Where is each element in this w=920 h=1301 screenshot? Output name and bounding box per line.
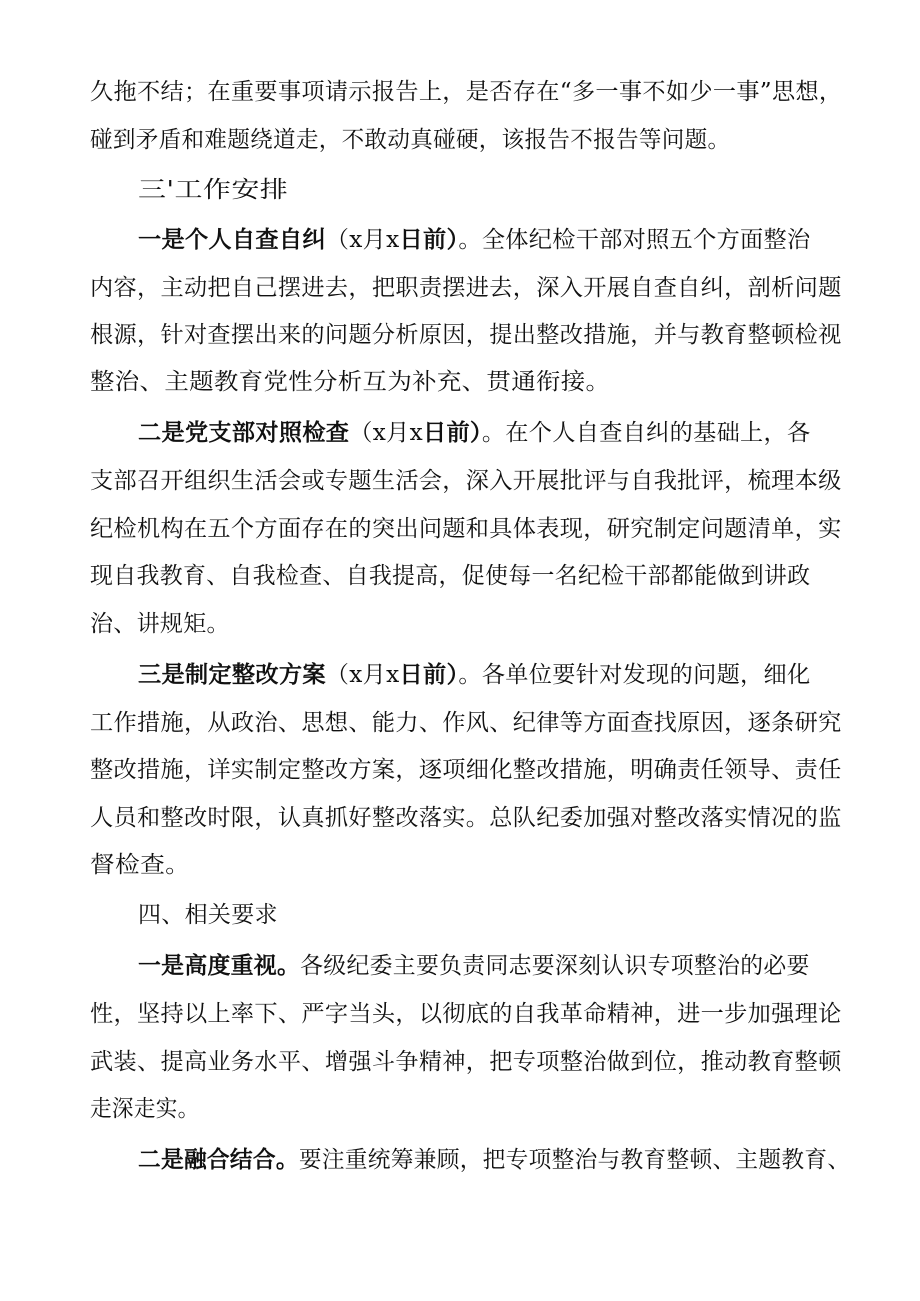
paragraph-line	[90, 120, 730, 160]
body-text: 久拖不结；在重要事项请示报告上，是否存在“多一事不如少一事”思想，	[90, 79, 843, 105]
body-text: 要注重统筹兼顾，把专项整治与教育整顿、主题教育、	[298, 1147, 851, 1173]
body-text: 。在个人自查自纠的基础上，各	[481, 420, 811, 446]
section-heading	[138, 895, 278, 935]
body-text: 督检查。	[90, 852, 191, 878]
body-text: 三'工作安排	[138, 177, 289, 203]
paragraph-line	[90, 362, 610, 402]
paragraph-line	[138, 655, 810, 695]
body-text: 工作措施，从政治、思想、能力、作风、纪律等方面查找原因，逐条研究	[90, 710, 842, 736]
body-text: 现自我教育、自我检查、自我提高，促使每一名纪检干部都能做到讲政	[90, 563, 811, 589]
body-text: （x月x	[325, 662, 400, 688]
paragraph-line	[90, 315, 842, 355]
paragraph-line	[90, 703, 842, 743]
body-text: 。各单位要针对发现的问题，细化	[458, 662, 811, 688]
body-text: 支部召开组织生活会或专题生活会，深入开展批评与自我批评，梳理本级	[90, 468, 842, 494]
paragraph-line	[90, 268, 842, 308]
body-text: 武装、提高业务水平、增强斗争精神，把专项整治做到位，推动教育整顿	[90, 1049, 842, 1075]
body-text: 碰到矛盾和难题绕道走，不敢动真碰硬，该报告不报告等问题。	[90, 127, 731, 153]
bold-lead-text: 日前）	[422, 419, 482, 446]
bold-lead-text: 二是党支部对照检查	[138, 419, 350, 446]
bold-lead-text: 一是高度重视。	[138, 952, 301, 979]
paragraph-line	[90, 1042, 842, 1082]
body-text: 人员和整改时限，认真抓好整改落实。总队纪委加强对整改落实情况的监	[90, 805, 842, 831]
paragraph-line	[90, 72, 842, 112]
bold-lead-text: 三是制定整改方案	[138, 661, 326, 688]
body-text: （x月x	[349, 420, 423, 446]
paragraph-line	[138, 946, 810, 986]
section-heading	[138, 170, 288, 210]
paragraph-line	[90, 994, 842, 1034]
body-text: 四、相关要求	[138, 902, 278, 928]
bold-lead-text: 日前）	[399, 661, 459, 688]
body-text: 性，坚持以上率下、严字当头，以彻底的自我革命精神，进一步加强理论	[90, 1001, 842, 1027]
paragraph-line	[138, 413, 810, 453]
bold-lead-text: 日前）	[399, 226, 459, 253]
paragraph-line	[90, 604, 230, 644]
paragraph-line	[90, 798, 842, 838]
body-text: 根源，针对查摆出来的问题分析原因，提出整改措施，并与教育整顿检视	[90, 322, 842, 348]
body-text: 整治、主题教育党性分析互为补充、贯通衔接。	[90, 369, 611, 395]
paragraph-line	[90, 750, 842, 790]
paragraph-line	[90, 509, 842, 549]
body-text: 。全体纪检干部对照五个方面整治	[458, 227, 811, 253]
body-text: 纪检机构在五个方面存在的突出问题和具体表现，研究制定问题清单，实	[90, 516, 842, 542]
paragraph-line	[90, 556, 810, 596]
body-text: 整改措施，详实制定整改方案，逐项细化整改措施，明确责任领导、责任	[90, 757, 842, 783]
body-text: 各级纪委主要负责同志要深刻认识专项整治的必要	[300, 953, 810, 979]
paragraph-line	[138, 220, 810, 260]
body-text: 治、讲规矩。	[90, 611, 230, 637]
bold-lead-text: 二是融合结合。	[138, 1146, 299, 1173]
body-text: 走深走实。	[90, 1096, 200, 1122]
paragraph-line	[90, 845, 190, 885]
bold-lead-text: 一是个人自查自纠	[138, 226, 326, 253]
body-text: 内容，主动把自己摆进去，把职责摆进去，深入开展自查自纠，剖析问题	[90, 275, 842, 301]
paragraph-line	[138, 1140, 850, 1180]
body-text: （x月x	[325, 227, 400, 253]
paragraph-line	[90, 461, 842, 501]
paragraph-line	[90, 1089, 200, 1129]
